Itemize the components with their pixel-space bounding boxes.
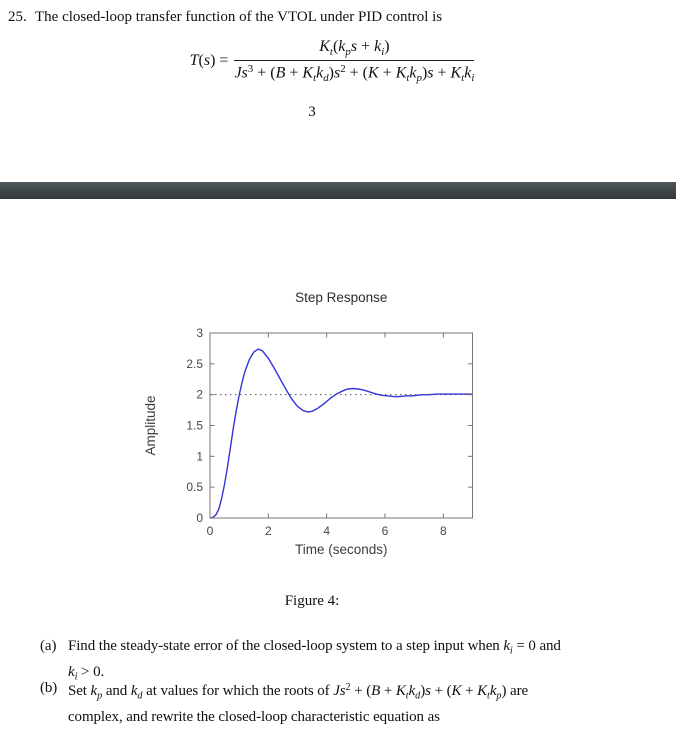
text-run: K xyxy=(450,64,462,82)
text-run: d xyxy=(415,690,421,702)
text-run: Find the steady-state error of the closed-loop system to a step input when xyxy=(68,638,504,654)
text-run: at values for which the roots of xyxy=(142,683,334,700)
text-run: are xyxy=(506,683,529,700)
text-run: + xyxy=(461,683,478,700)
text-run: t xyxy=(405,690,409,702)
text-run: + xyxy=(380,683,396,700)
text-run: ) xyxy=(501,683,507,700)
text-run: ) xyxy=(420,683,426,700)
item-b-line1 xyxy=(68,678,656,707)
text-run: i xyxy=(74,671,78,683)
text-run: ( xyxy=(198,52,204,70)
y-tick-label: 1 xyxy=(196,449,203,464)
text-run: + ( xyxy=(345,64,368,82)
text-run: + ( xyxy=(430,683,452,700)
text-run: s xyxy=(350,38,358,55)
transfer-function-formula xyxy=(0,38,664,84)
x-tick-label: 4 xyxy=(323,524,331,538)
text-run: + xyxy=(433,64,451,82)
item-b-label: (b) xyxy=(40,680,58,696)
text-run: k xyxy=(503,638,510,654)
page-separator-bar xyxy=(0,182,676,199)
chart-title: Step Response xyxy=(295,290,388,305)
text-run: ) xyxy=(421,64,428,82)
text-run: + xyxy=(357,38,375,55)
text-run: k xyxy=(130,683,138,700)
text-run: s xyxy=(427,64,434,82)
item-a-label: (a) xyxy=(40,638,57,654)
x-axis-label: Time (seconds) xyxy=(294,542,388,557)
text-run: i xyxy=(509,645,513,657)
text-run: J xyxy=(234,64,242,82)
text-run: K xyxy=(477,683,487,700)
text-run: 2 xyxy=(345,682,351,693)
text-run: + ( xyxy=(253,64,276,82)
text-run: 3 xyxy=(247,62,254,75)
text-run: k xyxy=(464,64,472,82)
question-item-b xyxy=(40,678,656,727)
text-run: k xyxy=(409,64,417,82)
text-run: ) xyxy=(328,64,334,82)
text-run: K xyxy=(368,64,379,82)
text-run: = 0 and xyxy=(512,638,561,654)
text-run: B xyxy=(275,64,286,82)
text-run: + xyxy=(378,64,396,82)
text-run: p xyxy=(416,72,422,85)
text-run: i xyxy=(471,72,475,85)
text-run: k xyxy=(489,683,497,700)
figure-caption: Figure 4: xyxy=(284,593,340,609)
text-run: + xyxy=(285,64,303,82)
y-tick-label: 0.5 xyxy=(186,480,203,495)
text-run: T xyxy=(189,52,199,70)
y-axis-label: Amplitude xyxy=(143,395,158,456)
text-run: + ( xyxy=(350,683,372,700)
y-tick-label: 3 xyxy=(196,326,203,340)
text-run: k xyxy=(316,64,324,82)
problem-number: 25. xyxy=(8,9,27,25)
item-b-line2 xyxy=(68,707,656,727)
text-run: s xyxy=(333,64,341,82)
formula-numerator xyxy=(234,38,474,61)
text-run: p xyxy=(97,690,103,702)
text-run: complex, and rewrite the closed-loop characteristic equation as xyxy=(68,708,440,725)
text-run: > 0. xyxy=(77,663,105,680)
text-run: ) xyxy=(384,38,390,55)
text-run: p xyxy=(496,690,502,702)
text-run: Set xyxy=(68,683,91,700)
text-run: k xyxy=(374,38,382,55)
problem-text: The closed-loop transfer function of the VTOL under PID control is xyxy=(35,9,443,25)
text-run: k xyxy=(338,38,346,55)
problem-statement xyxy=(8,9,668,26)
text-run: ) = xyxy=(210,52,229,70)
item-a-line1 xyxy=(68,636,656,662)
text-run: K xyxy=(319,38,330,55)
text-run: k xyxy=(68,663,75,680)
text-run: d xyxy=(137,690,143,702)
text-run: t xyxy=(461,72,465,85)
response-curve xyxy=(210,349,473,518)
formula-lhs xyxy=(190,52,229,70)
text-run: s xyxy=(203,52,211,70)
y-tick-label: 0 xyxy=(196,511,203,525)
text-run: k xyxy=(408,683,416,700)
text-run: K xyxy=(302,64,314,82)
formula-fraction xyxy=(234,38,474,84)
x-tick-label: 2 xyxy=(264,524,272,538)
text-run: t xyxy=(313,72,317,85)
formula-denominator xyxy=(234,61,474,84)
text-run: K xyxy=(395,683,406,700)
y-tick-label: 2.5 xyxy=(186,356,203,371)
y-tick-label: 1.5 xyxy=(186,418,203,433)
y-tick-label: 2 xyxy=(196,387,203,402)
text-run: B xyxy=(371,683,381,700)
text-run: K xyxy=(395,64,407,82)
text-run: s xyxy=(425,683,431,700)
text-run: and xyxy=(102,683,131,700)
text-run: J xyxy=(333,683,340,700)
text-run: 2 xyxy=(340,62,346,75)
x-tick-label: 0 xyxy=(206,524,214,538)
plot-box xyxy=(210,333,473,518)
text-run: t xyxy=(486,690,490,702)
x-tick-label: 6 xyxy=(381,524,389,538)
text-run: t xyxy=(329,45,333,58)
text-run: s xyxy=(339,683,346,700)
text-run: p xyxy=(345,45,351,58)
text-run: i xyxy=(381,45,385,58)
text-run: d xyxy=(323,72,329,85)
text-run: ( xyxy=(332,38,339,55)
text-run: k xyxy=(90,683,98,700)
page-number: 3 xyxy=(308,104,316,120)
text-run: s xyxy=(241,64,248,82)
text-run: t xyxy=(406,72,410,85)
text-run: K xyxy=(451,683,462,700)
x-tick-label: 8 xyxy=(439,524,447,538)
